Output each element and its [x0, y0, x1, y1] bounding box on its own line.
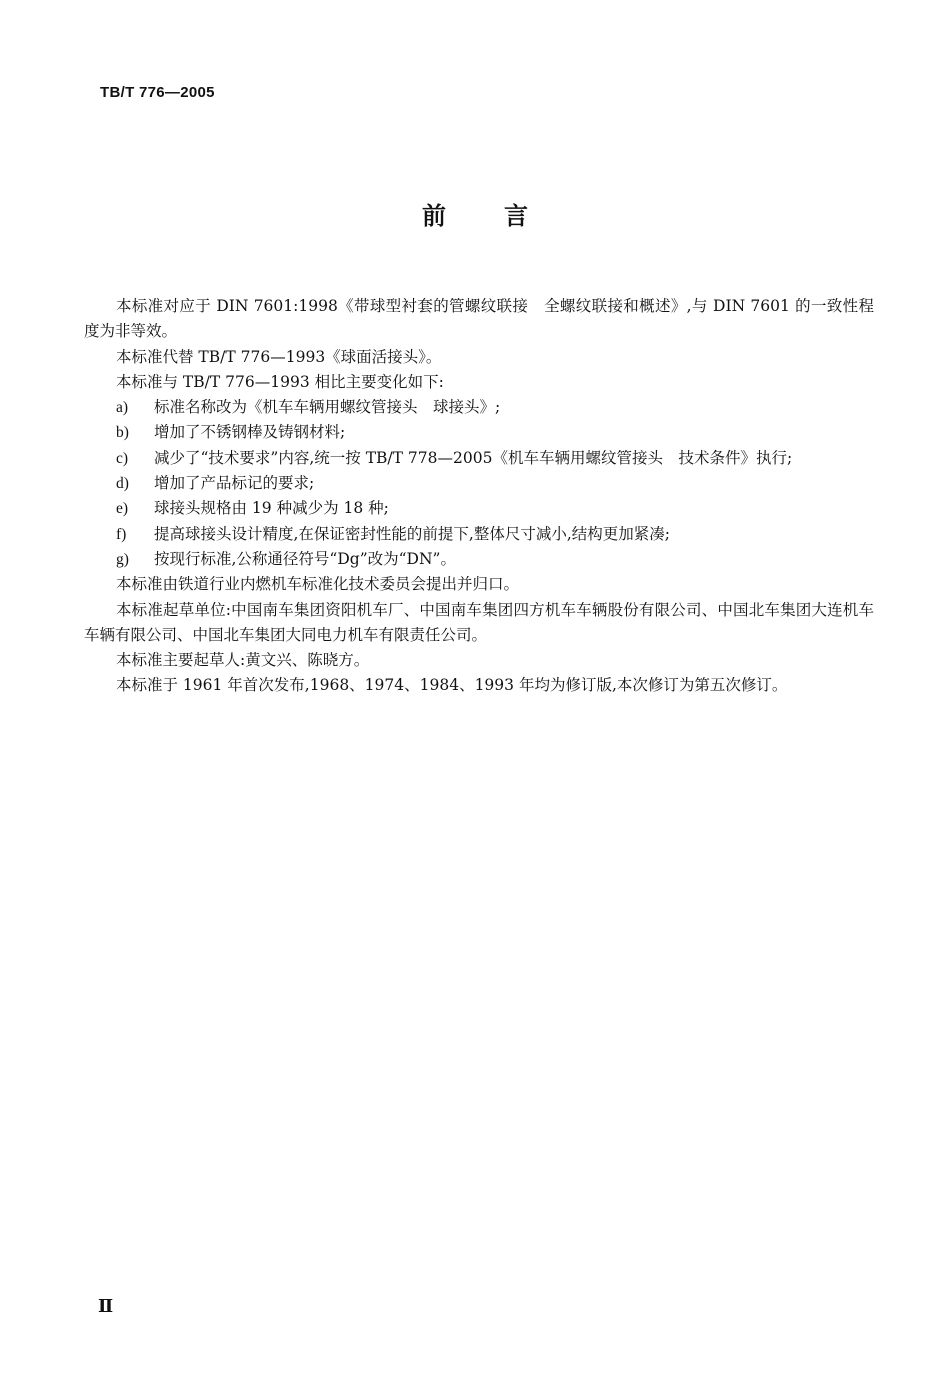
list-item-text: 球接头规格由 19 种减少为 18 种;: [154, 499, 389, 518]
list-marker: e): [116, 500, 129, 518]
list-item-text: 按现行标准,公称通径符号“Dg”改为“DN”。: [154, 549, 456, 568]
list-item-text: 提高球接头设计精度,在保证密封性能的前提下,整体尺寸减小,结构更加紧凑;: [154, 524, 671, 543]
list-item: [84, 446, 874, 471]
list-item: [84, 547, 874, 572]
list-item: [84, 496, 874, 521]
page-title: [0, 196, 950, 231]
list-item: [84, 471, 874, 496]
page-number: Ⅱ: [98, 1296, 114, 1316]
list-marker: f): [116, 525, 127, 543]
list-item-text: 减少了“技术要求”内容,统一按 TB/T 778—2005《机车车辆用螺纹管接头 技术条件》执行;: [154, 448, 793, 467]
paragraph-changes-intro: 本标准与 TB/T 776—1993 相比主要变化如下:: [116, 372, 444, 391]
list-marker: d): [116, 475, 129, 493]
list-item: [84, 395, 874, 420]
paragraph-history: 本标准于 1961 年首次发布,1968、1974、1984、1993 年均为修订版,本次修订为第五次修订。: [116, 676, 788, 695]
paragraph-replaces: 本标准代替 TB/T 776—1993《球面活接头》。: [116, 347, 442, 366]
foreword-body: [84, 294, 874, 699]
list-item: [84, 522, 874, 547]
list-item: [84, 420, 874, 445]
list-item-text: 标准名称改为《机车车辆用螺纹管接头 球接头》;: [154, 398, 501, 417]
list-marker: b): [116, 424, 129, 442]
list-marker: a): [116, 399, 129, 417]
changes-list: [84, 395, 874, 572]
list-item-text: 增加了不锈钢棒及铸钢材料;: [154, 423, 346, 442]
list-marker: g): [116, 550, 129, 568]
list-marker: c): [116, 449, 129, 467]
paragraph-proposer: 本标准由铁道行业内燃机车标准化技术委员会提出并归口。: [116, 575, 520, 594]
title-char-2: 言: [504, 202, 528, 230]
paragraph-drafting-units: 本标准起草单位:中国南车集团资阳机车厂、中国南车集团四方机车车辆股份有限公司、中国北车集团大连机车车辆有限公司、中国北车集团大同电力机车有限责任公司。: [84, 600, 874, 644]
paragraph-drafters: 本标准主要起草人:黄文兴、陈晓方。: [116, 651, 370, 670]
document-code: TB/T 776—2005: [100, 84, 215, 101]
paragraph-correspondence: 本标准对应于 DIN 7601:1998《带球型衬套的管螺纹联接 全螺纹联接和概述》,与 DIN 7601 的一致性程度为非等效。: [84, 297, 874, 341]
list-item-text: 增加了产品标记的要求;: [154, 474, 315, 493]
title-char-1: 前: [422, 202, 446, 230]
